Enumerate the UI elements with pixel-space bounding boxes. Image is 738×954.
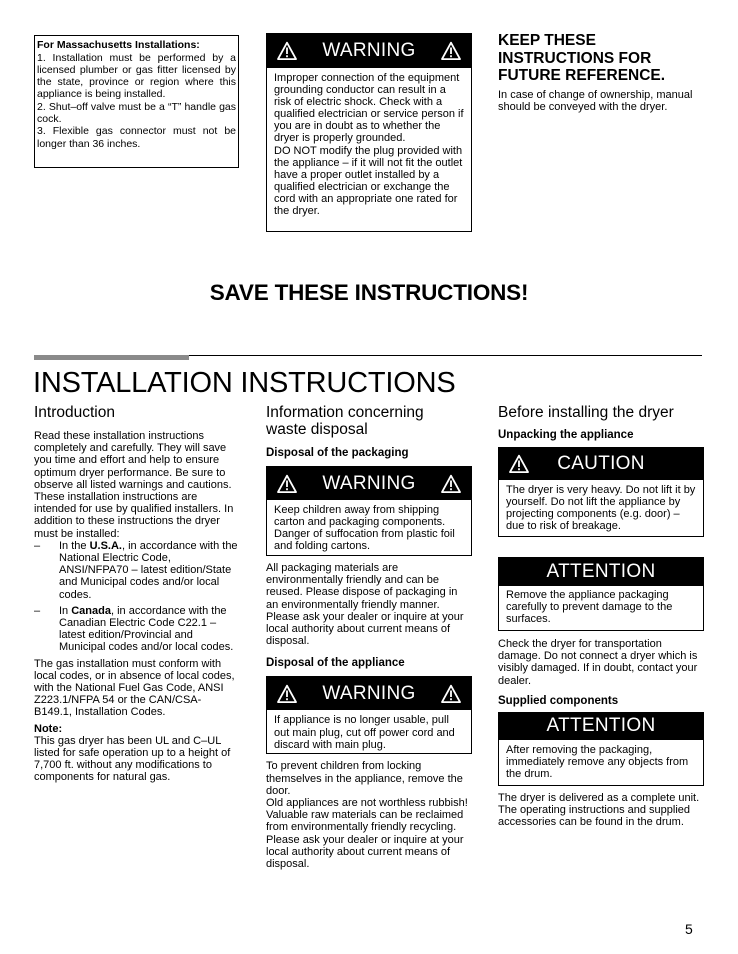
- caution-text: The dryer is very heavy. Do not lift it by yourself. Do not lift the appliance by projecting components (e.g. door) – due to risk of breakage.: [506, 484, 696, 533]
- warning-label: WARNING: [322, 682, 416, 704]
- keep-instructions-text: In case of change of ownership, manual should be conveyed with the dryer.: [498, 88, 693, 113]
- section-divider-accent: [34, 355, 189, 360]
- massachusetts-item-1: 1. Installation must be performed by a licensed plumber or gas fitter licensed by the state, province or region where this appliance is being installed.: [37, 51, 236, 101]
- warning-text: If appliance is no longer usable, pull out main plug, cut off power cord and discard with main plug.: [274, 714, 455, 751]
- list-item: – In the U.S.A., in accordance with the National Electric Code, ANSI/NFPA70 – latest edition/State and Municipal codes and/or local codes.: [34, 539, 238, 601]
- attention-header: [499, 558, 703, 586]
- warning-triangle-icon: [277, 474, 297, 493]
- appliance-warning-box: [266, 676, 472, 754]
- page-number: 5: [685, 921, 693, 937]
- introduction-heading: Introduction: [34, 404, 115, 421]
- warning-text: DO NOT modify the plug provided with the appliance – if it will not fit the outlet have a proper outlet installed by a qualified electrician or exchange the cord with an appropriate one rated for the dryer.: [274, 144, 463, 218]
- introduction-paragraph: These installation instructions are intended for use by qualified installers. In addition to these instructions the dryer must be installed:: [34, 491, 234, 540]
- disposal-paragraph: Please ask your dealer or inquire at your local authority about current means of disposal.: [266, 833, 464, 871]
- massachusetts-item-2: 2. Shut–off valve must be a “T” handle gas cock.: [37, 100, 236, 125]
- list-item: – In Canada, in accordance with the Canadian Electric Code C22.1 – latest edition/Provincial and Municipal codes and/or local codes.: [34, 604, 234, 654]
- supplied-components-subheading: Supplied components: [498, 694, 619, 707]
- damage-check-paragraph: Check the dryer for transportation damage. Do not connect a dryer which is visibly damaged. If in doubt, contact your dealer.: [498, 638, 698, 687]
- caution-header: [499, 448, 703, 480]
- warning-label: WARNING: [322, 472, 416, 494]
- introduction-paragraph: Read these installation instructions completely and carefully. They will save you time and effort and help to ensure optimum dryer performance. Be sure to observe all listed warnings and cautions.: [34, 430, 232, 491]
- note-label: Note:: [34, 722, 63, 735]
- warning-triangle-icon: [441, 474, 461, 493]
- caution-box: [498, 447, 704, 537]
- warning-triangle-icon: [277, 684, 297, 703]
- note-text: This gas dryer has been UL and C–UL listed for safe operation up to a height of 7,700 ft. without any modifications to components for natural gas.: [34, 734, 231, 784]
- attention-header: [499, 713, 703, 740]
- warning-text: Keep children away from shipping carton and packaging components. Danger of suffocation from plastic foil and folding cartons.: [274, 504, 455, 553]
- warning-triangle-icon: [441, 684, 461, 703]
- before-installing-column: [498, 404, 704, 828]
- attention-text: Remove the appliance packaging carefully to prevent damage to the surfaces.: [506, 589, 673, 626]
- caution-label: CAUTION: [557, 453, 645, 474]
- supplied-paragraph: The dryer is delivered as a complete unit. The operating instructions and supplied accessories can be found in the drum.: [498, 791, 700, 829]
- warning-header: [267, 467, 471, 500]
- warning-triangle-icon: [441, 42, 461, 61]
- warning-header: [267, 34, 471, 68]
- warning-label: WARNING: [322, 40, 416, 61]
- massachusetts-title: For Massachusetts Installations:: [37, 39, 200, 51]
- packaging-subheading: Disposal of the packaging: [266, 447, 409, 459]
- keep-instructions-title: KEEP THESE INSTRUCTIONS FOR FUTURE REFERENCE.: [498, 32, 666, 84]
- attention-box: [498, 712, 704, 786]
- packaging-paragraph: All packaging materials are environmentally friendly and can be reused. Please dispose of packaging in an environmentally friendly manner.: [266, 562, 458, 611]
- appliance-disposal-subheading: Disposal of the appliance: [266, 657, 405, 670]
- warning-triangle-icon: [277, 42, 297, 61]
- attention-label: ATTENTION: [546, 561, 656, 582]
- waste-disposal-heading: Information concerning waste disposal: [266, 404, 424, 438]
- warning-text: Improper connection of the equipment grounding conductor can result in a risk of electric shock. Check with a qualified electrician or service person if you are in doubt as to whether the dryer is properly grounded.: [274, 72, 464, 145]
- attention-label: ATTENTION: [546, 715, 656, 737]
- introduction-column: [34, 404, 239, 784]
- electrical-warning-box: [266, 33, 472, 232]
- packaging-paragraph: Please ask your dealer or inquire at your local authority about current means of disposal.: [266, 610, 464, 648]
- attention-box: [498, 557, 704, 631]
- unpacking-subheading: Unpacking the appliance: [498, 429, 634, 441]
- attention-text: After removing the packaging, immediately remove any objects from the drum.: [506, 743, 689, 780]
- save-instructions-heading: SAVE THESE INSTRUCTIONS!: [209, 280, 529, 305]
- warning-header: [267, 677, 471, 710]
- massachusetts-box: [34, 35, 239, 168]
- before-installing-heading: Before installing the dryer: [498, 404, 674, 421]
- keep-instructions-block: [498, 32, 703, 113]
- massachusetts-item-3: 3. Flexible gas connector must not be longer than 36 inches.: [37, 125, 236, 150]
- page-title: INSTALLATION INSTRUCTIONS: [33, 367, 456, 399]
- disposal-paragraph: Old appliances are not worthless rubbish! Valuable raw materials can be reclaimed from environmentally friendly recycling.: [266, 797, 468, 834]
- waste-disposal-column: [266, 404, 472, 870]
- introduction-paragraph: The gas installation must conform with local codes, or in absence of local codes, with the National Fuel Gas Code, ANSI Z223.1/NFPA 54 or the CAN/CSA-B149.1, Installation Codes.: [34, 657, 235, 719]
- warning-triangle-icon: [509, 455, 529, 474]
- packaging-warning-box: [266, 466, 472, 556]
- disposal-paragraph: To prevent children from locking themselves in the appliance, remove the door.: [266, 760, 463, 797]
